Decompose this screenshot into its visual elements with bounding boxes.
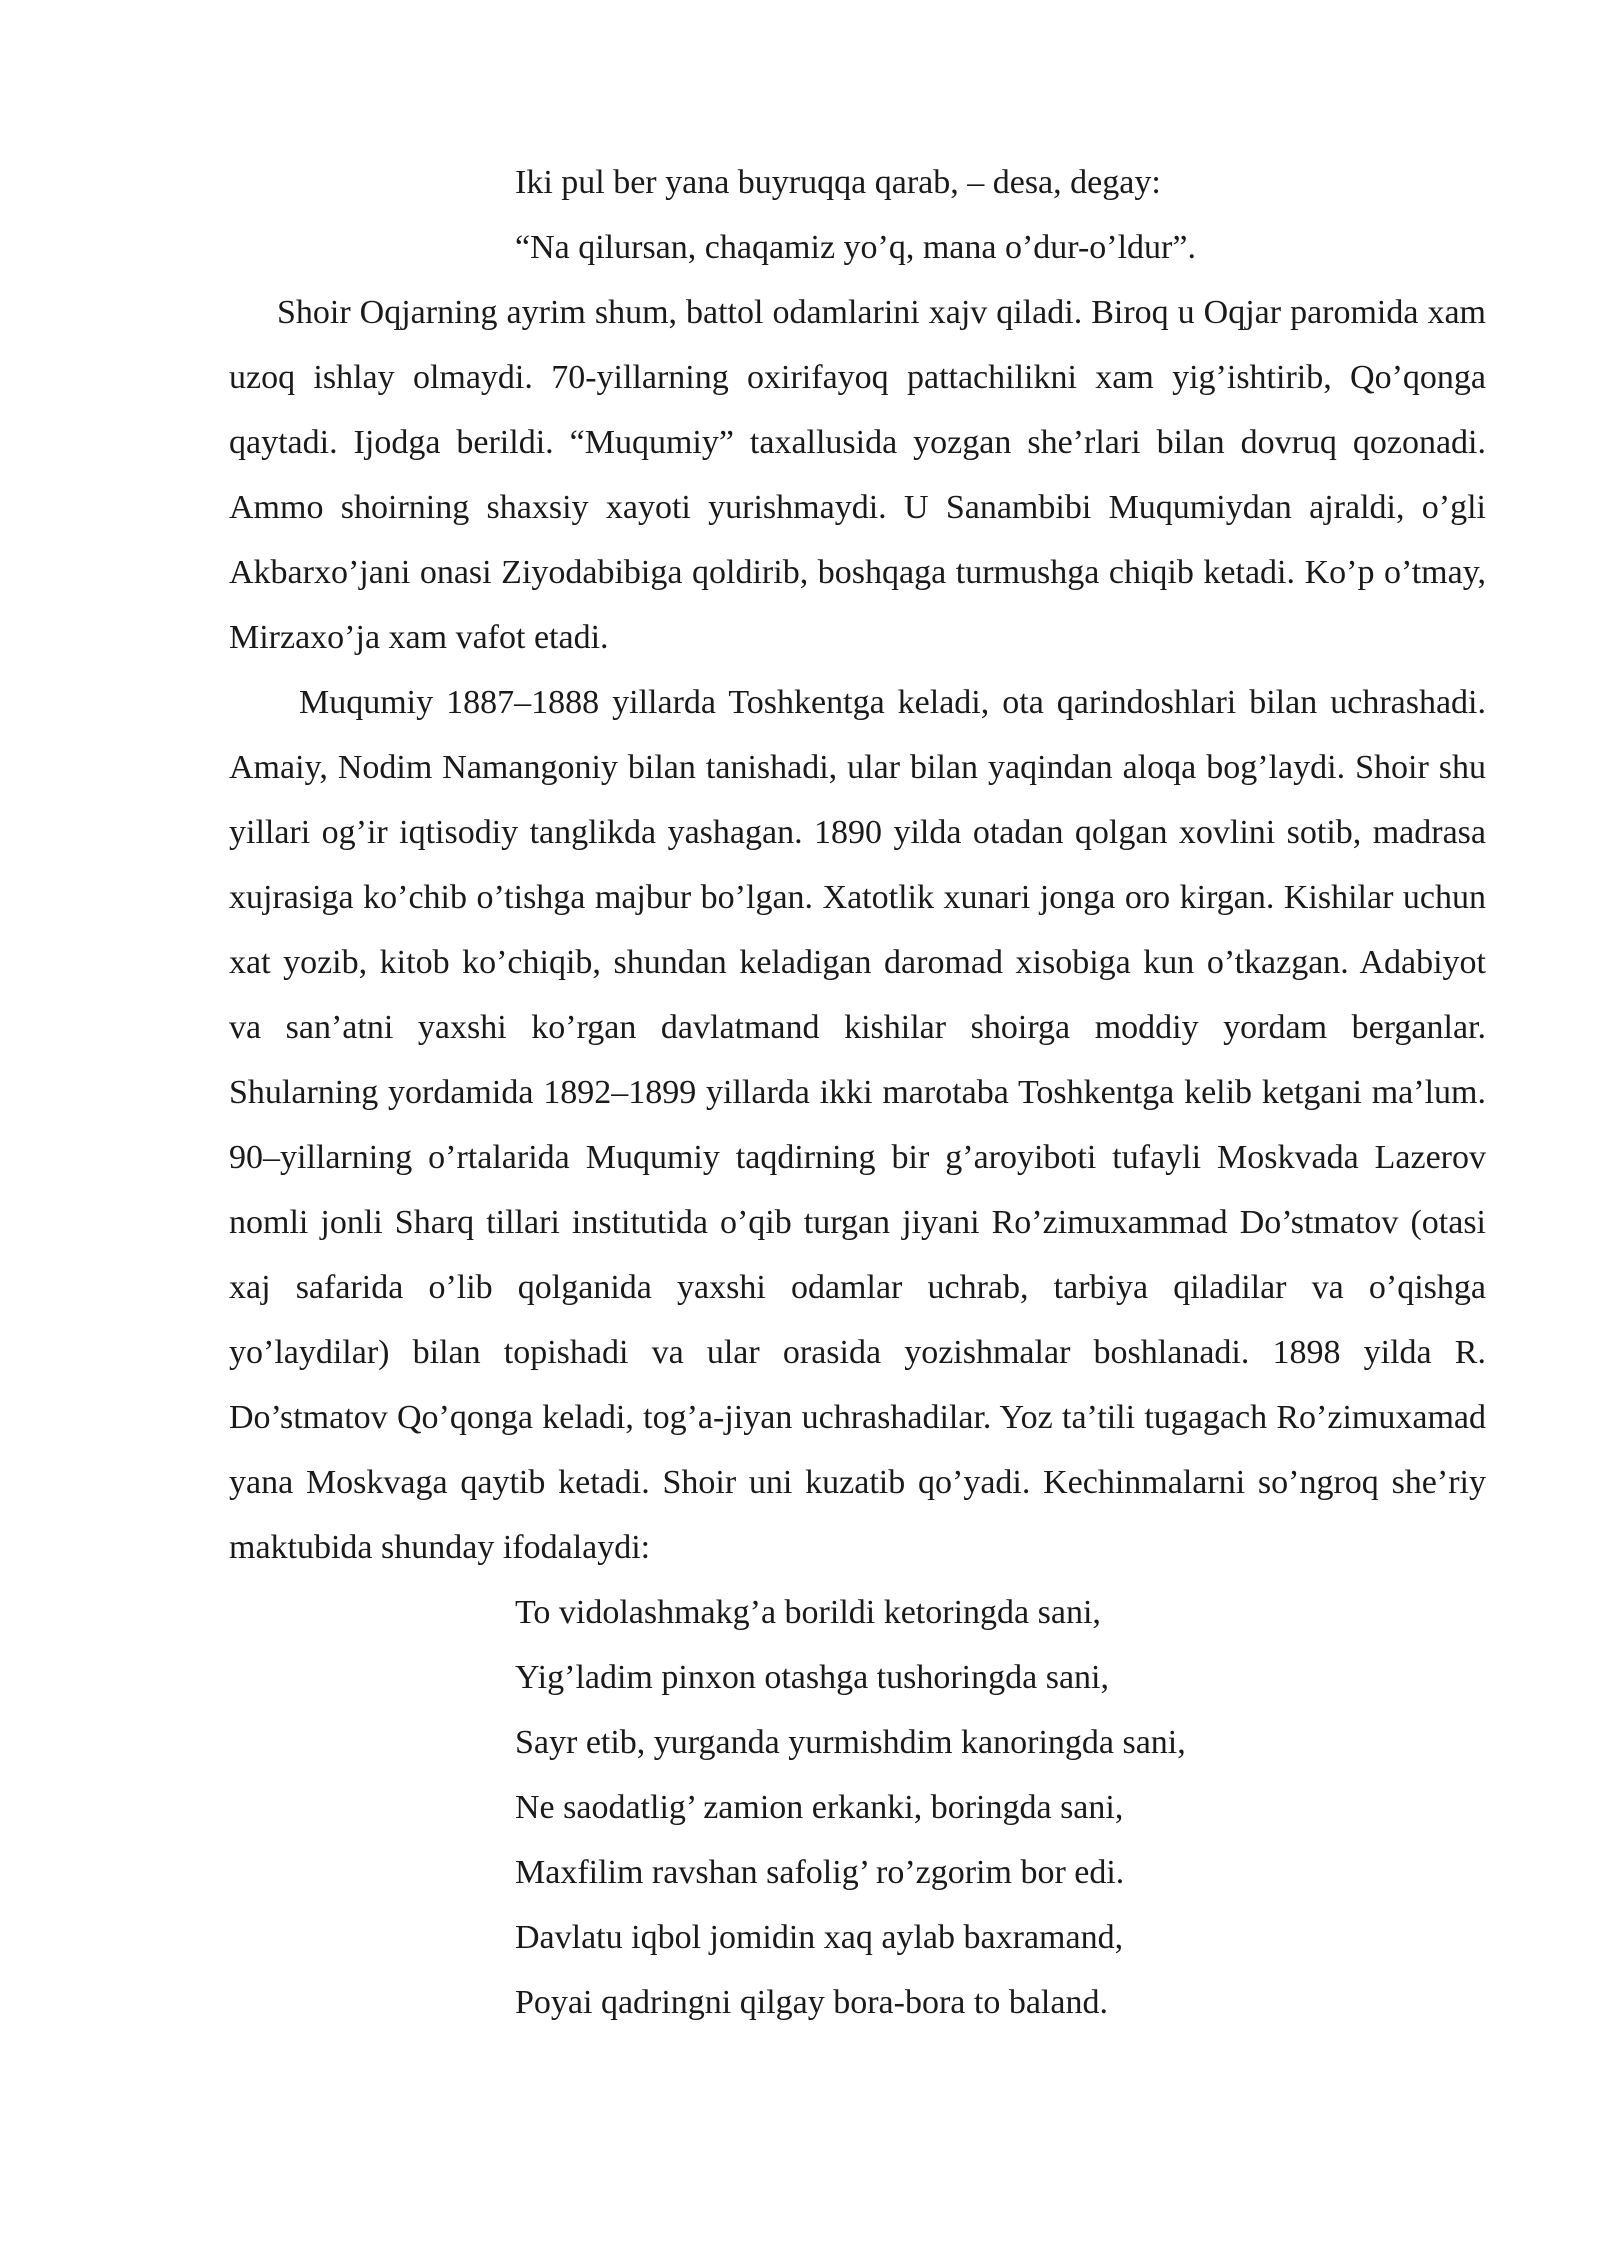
paragraph-2: Muqumiy 1887–1888 yillarda Toshkentga keladi, ota qarindoshlari bilan uchrashadi. Amaiy, Nodim Namangoniy bilan tanishadi, ular bilan yaqindan aloqa bog’laydi. Shoir shu yillari og’ir iqtisodiy tanglikda yashagan. 1890 yilda otadan qolgan xovlini sotib, madrasa xujrasiga ko’chib o’tishga majbur bo’lgan. Xatotlik xunari jonga oro kirgan. Kishilar uchun xat yozib, kitob ko’chiqib, shundan keladigan daromad xisobiga kun o’tkazgan. Adabiyot va san’atni yaxshi ko’rgan davlatmand kishilar shoirga moddiy yordam berganlar. Shularning yordamida 1892–1899 yillarda ikki marotaba Toshkentga kelib ketgani ma’lum. 90–yillarning o’rtalarida Muqumiy taqdirning bir g’aroyiboti tufayli Moskvada Lazerov nomli jonli Sharq tillari institutida o’qib turgan jiyani Ro’zimuxammad Do’stmatov (otasi xaj safarida o’lib qolganida yaxshi odamlar uchrab, tarbiya qiladilar va o’qishga yo’laydilar) bilan topishadi va ular orasida yozishmalar boshlanadi. 1898 yilda R. Do’stmatov Qo’qonga keladi, tog’a-jiyan uchrashadilar. Yoz ta’tili tugagach Ro’zimuxamad yana Moskvaga qaytib ketadi. Shoir uni kuzatib qo’yadi. Kechinmalarni so’ngroq she’riy maktubida shunday ifodalaydi: xyxy=(229,684,1486,1566)
verse-line: Iki pul ber yana buyruqqa qarab, – desa, degay: xyxy=(515,164,1161,201)
verse-bottom xyxy=(515,1580,1486,2035)
verse-line: Ne saodatlig’ zamion erkanki, boringda sani, xyxy=(515,1789,1124,1826)
verse-line: Davlatu iqbol jomidin xaq aylab baxramand, xyxy=(515,1919,1124,1956)
verse-line: Maxfilim ravshan safolig’ ro’zgorim bor edi. xyxy=(515,1854,1125,1891)
verse-line: Poyai qadringni qilgay bora-bora to baland. xyxy=(515,1984,1108,2021)
verse-line: Yig’ladim pinxon otashga tushoringda sani, xyxy=(515,1659,1109,1696)
verse-line: To vidolashmakg’a borildi ketoringda sani, xyxy=(515,1594,1101,1631)
verse-line: “Na qilursan, chaqamiz yo’q, mana o’dur-o’ldur”. xyxy=(515,229,1196,266)
verse-line: Sayr etib, yurganda yurmishdim kanoringda sani, xyxy=(515,1724,1186,1761)
paragraph-1: Shoir Oqjarning ayrim shum, battol odamlarini xajv qiladi. Biroq u Oqjar paromida xam uzoq ishlay olmaydi. 70-yillarning oxirifayoq pattachilikni xam yig’ishtirib, Qo’qonga qaytadi. Ijodga berildi. “Muqumiy” taxallusida yozgan she’rlari bilan dovruq qozonadi. Ammo shoirning shaxsiy xayoti yurishmaydi. U Sanambibi Muqumiydan ajraldi, o’gli Akbarxo’jani onasi Ziyodabibiga qoldirib, boshqaga turmushga chiqib ketadi. Ko’p o’tmay, Mirzaxo’ja xam vafot etadi. xyxy=(229,294,1486,656)
document-page xyxy=(229,150,1486,2035)
verse-top xyxy=(515,150,1486,280)
